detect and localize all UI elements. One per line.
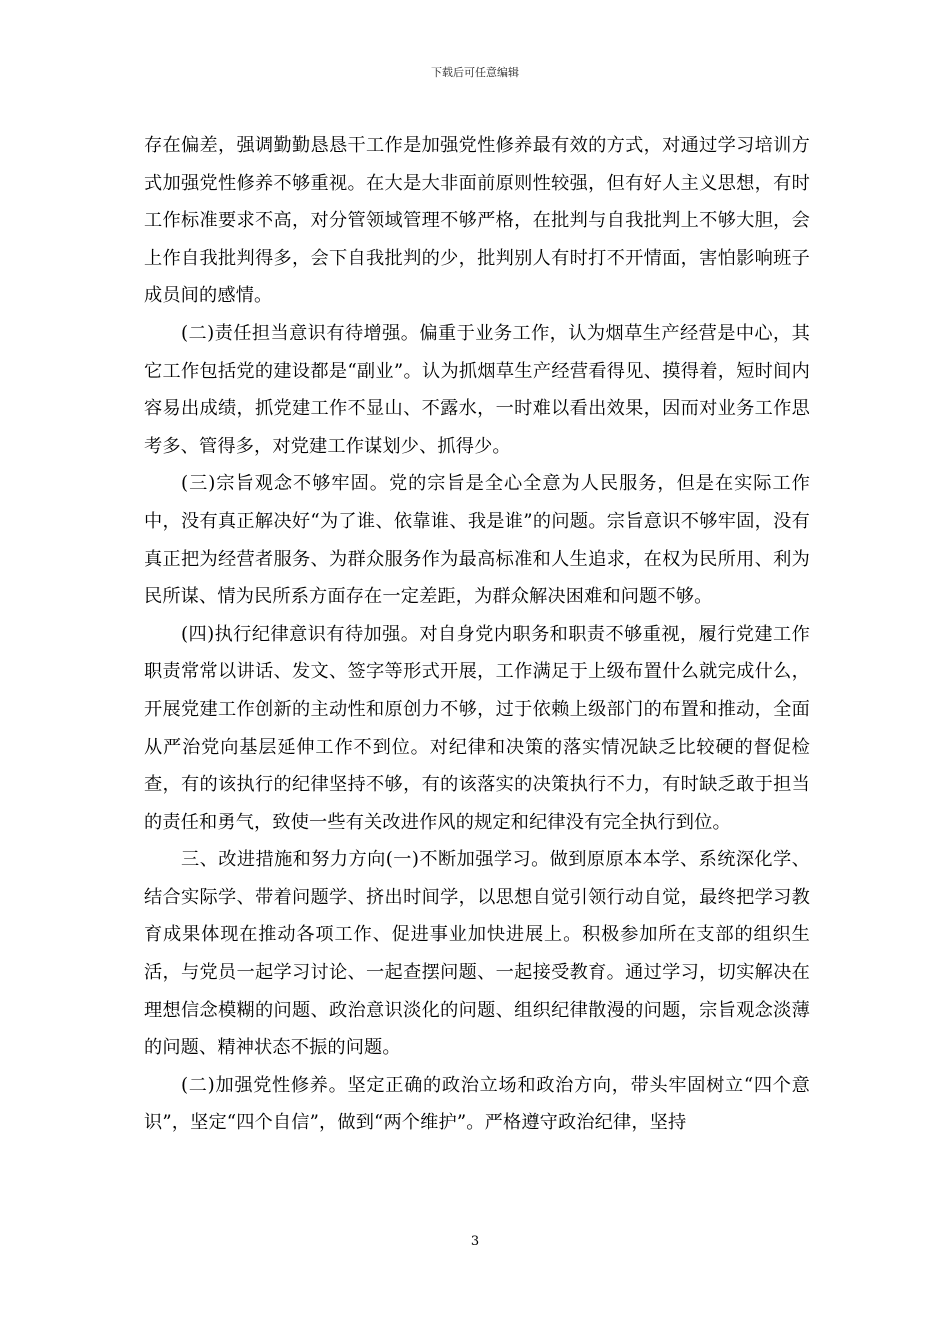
page-header: 下载后可任意编辑 xyxy=(431,66,519,79)
paragraph-party-cultivation: (二)加强党性修养。坚定正确的政治立场和政治方向，带头牢固树立“四个意识”，坚定“四个自信”，做到“两个维护”。严格遵守政治纪律，坚持 xyxy=(144,1074,810,1134)
paragraph-continuation: 存在偏差，强调勤勤恳恳干工作是加强党性修养最有效的方式，对通过学习培训方式加强党性修养不够重视。在大是大非面前原则性较强，但有好人主义思想，有时工作标准要求不高，对分管领域管理不够严格，在批判与自我批判上不够大胆，会上作自我批判得多，会下自我批判的少，批判别人有时打不开情面，害怕影响班子成员间的感情。 xyxy=(144,135,810,307)
paragraph-responsibility: (二)责任担当意识有待增强。偏重于业务工作，认为烟草生产经营是中心，其它工作包括党的建设都是“副业”。认为抓烟草生产经营看得见、摸得着，短时间内容易出成绩，抓党建工作不显山、不露水，一时难以看出效果，因而对业务工作思考多、管得多，对党建工作谋划少、抓得少。 xyxy=(144,322,810,457)
paragraph-improvement-measures: 三、改进措施和努力方向(一)不断加强学习。做到原原本本学、系统深化学、结合实际学、带着问题学、挤出时间学，以思想自觉引领行动自觉，最终把学习教育成果体现在推动各项工作、促进事业加快进展上。积极参加所在支部的组织生活，与党员一起学习讨论、一起查摆问题、一起接受教育。通过学习，切实解决在理想信念模糊的问题、政治意识淡化的问题、组织纪律散漫的问题，宗旨观念淡薄的问题、精神状态不振的问题。 xyxy=(144,849,810,1059)
page-number: 3 xyxy=(470,1234,480,1249)
paragraph-purpose: (三)宗旨观念不够牢固。党的宗旨是全心全意为人民服务，但是在实际工作中，没有真正解决好“为了谁、依靠谁、我是谁”的问题。宗旨意识不够牢固，没有真正把为经营者服务、为群众服务作为最高标准和人生追求，在权为民所用、利为民所谋、情为民所系方面存在一定差距，为群众解决困难和问题不够。 xyxy=(144,473,810,608)
document-body xyxy=(144,127,810,1142)
paragraph-discipline: (四)执行纪律意识有待加强。对自身党内职务和职责不够重视，履行党建工作职责常常以讲话、发文、签字等形式开展，工作满足于上级布置什么就完成什么，开展党建工作创新的主动性和原创力不够，过于依赖上级部门的布置和推动，全面从严治党向基层延伸工作不到位。对纪律和决策的落实情况缺乏比较硬的督促检查，有的该执行的纪律坚持不够，有的该落实的决策执行不力，有时缺乏敢于担当的责任和勇气，致使一些有关改进作风的规定和纪律没有完全执行到位。 xyxy=(144,623,810,833)
